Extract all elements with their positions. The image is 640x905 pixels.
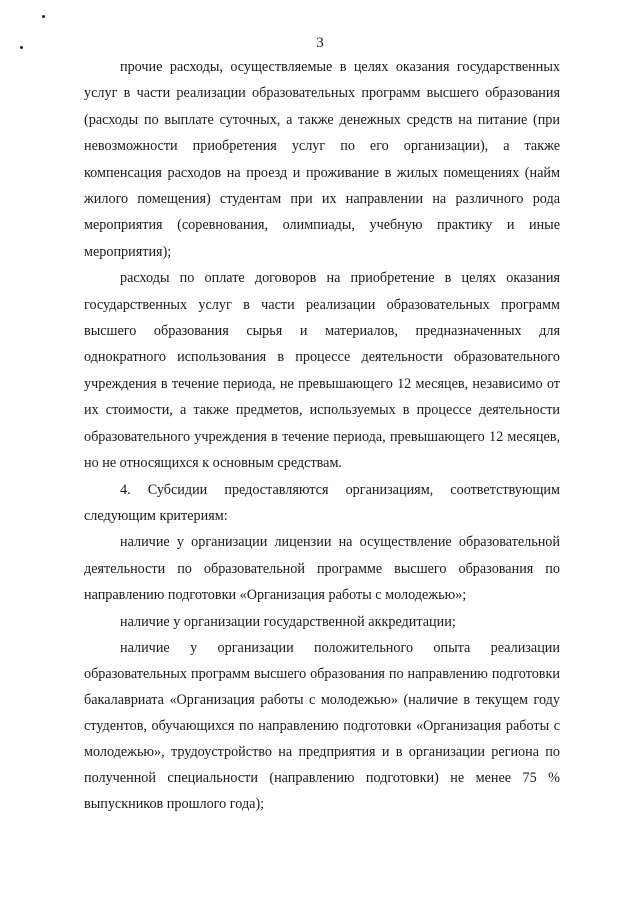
scan-speck [42,15,45,18]
paragraph-experience-criterion: наличие у организации положительного опыта реализации образовательных программ высшего образования по направлению подготовки бакалавриата «Организация работы с молодежью» (наличие в текущем году студентов, обучающихся по направлению подготовки «Организация работы с молодежью», трудоустройство на предприятия и в организации региона по полученной специальности (направлению подготовки) не менее 75 % выпускников прошлого года); [84,639,560,812]
paragraph-other-expenses: прочие расходы, осуществляемые в целях оказания государственных услуг в части реализации образовательных программ высшего образования (расходы по выплате суточных, а также денежных средств на питание (при невозможности приобретения услуг по его организации), а также компенсация расходов на проезд и проживание в жилых помещениях (найм жилого помещения) студентам при их направлении на различного рода мероприятия (соревнования, олимпиады, учебную практику и иные мероприятия); [84,59,560,260]
paragraph-license-criterion: наличие у организации лицензии на осуществление образовательной деятельности по образовательной программе высшего образования по направлению подготовки «Организация работы с молодежью»; [84,534,560,604]
page-number: 3 [316,35,324,51]
document-body [84,54,560,817]
paragraph-accreditation-criterion: наличие у организации государственной аккредитации; [120,613,456,630]
paragraph-materials-expenses: расходы по оплате договоров на приобретение в целях оказания государственных услуг в части реализации образовательных программ высшего образования сырья и материалов, предназначенных для однократного использования в процессе деятельности образовательного учреждения в течение периода, не превышающего 12 месяцев, независимо от их стоимости, а также предметов, используемых в процессе деятельности образовательного учреждения в течение периода, превышающего 12 месяцев, но не относящихся к основным средствам. [84,270,560,472]
paragraph-subsidy-criteria: 4. Субсидии предоставляются организациям, соответствующим следующим критериям: [84,481,560,524]
